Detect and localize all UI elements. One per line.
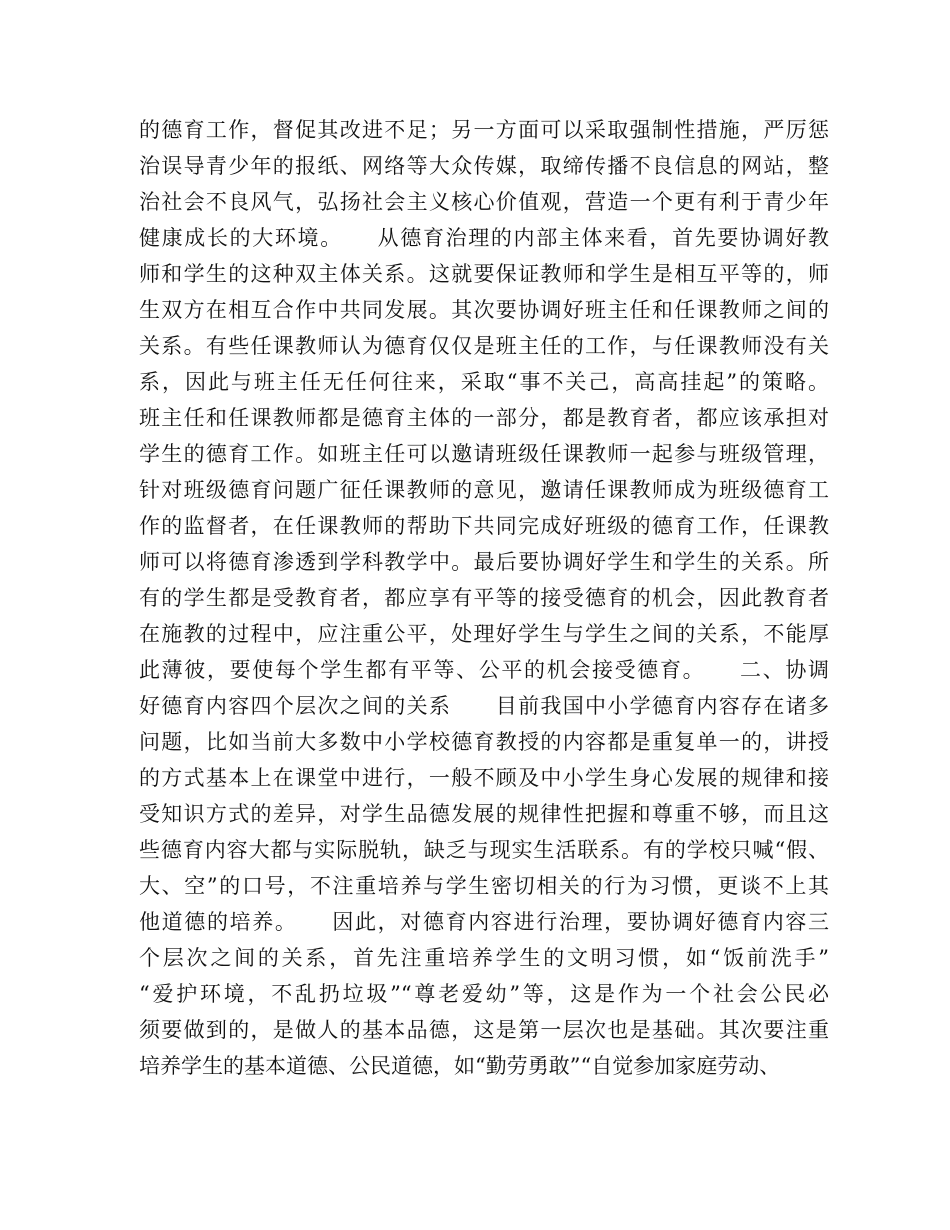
text-line: 个层次之间的关系，首先注重培养学生的文明习惯，如“饭前洗手” bbox=[139, 946, 829, 970]
text-line: 师可以将德育渗透到学科教学中。最后要协调好学生和学生的关系。所 bbox=[139, 550, 829, 574]
text-line: 系，因此与班主任无任何往来，采取“事不关己，高高挂起”的策略。 bbox=[139, 370, 829, 394]
text-line: 培养学生的基本道德、公民道德，如“勤劳勇敢”“自觉参加家庭劳动、 bbox=[139, 1054, 781, 1078]
text-line: “爱护环境，不乱扔垃圾”“尊老爱幼”等，这是作为一个社会公民必 bbox=[139, 982, 829, 1006]
text-line: 他道德的培养。 因此，对德育内容进行治理，要协调好德育内容三 bbox=[139, 910, 829, 934]
text-line: 的方式基本上在课堂中进行，一般不顾及中小学生身心发展的规律和接 bbox=[139, 766, 829, 790]
text-line: 关系。有些任课教师认为德育仅仅是班主任的工作，与任课教师没有关 bbox=[139, 334, 829, 358]
text-line: 师和学生的这种双主体关系。这就要保证教师和学生是相互平等的，师 bbox=[139, 262, 829, 286]
text-line: 健康成长的大环境。 从德育治理的内部主体来看，首先要协调好教 bbox=[139, 226, 829, 250]
text-line: 在施教的过程中，应注重公平，处理好学生与学生之间的关系，不能厚 bbox=[139, 622, 829, 646]
text-line: 班主任和任课教师都是德育主体的一部分，都是教育者，都应该承担对 bbox=[139, 406, 829, 430]
text-line: 治误导青少年的报纸、网络等大众传媒，取缔传播不良信息的网站，整 bbox=[139, 154, 829, 178]
text-line: 学生的德育工作。如班主任可以邀请班级任课教师一起参与班级管理， bbox=[139, 442, 829, 466]
text-line: 的德育工作，督促其改进不足；另一方面可以采取强制性措施，严厉惩 bbox=[139, 118, 829, 142]
text-line: 针对班级德育问题广征任课教师的意见，邀请任课教师成为班级德育工 bbox=[139, 478, 829, 502]
text-line: 作的监督者，在任课教师的帮助下共同完成好班级的德育工作，任课教 bbox=[139, 514, 829, 538]
body-text bbox=[139, 112, 829, 1084]
text-line: 好德育内容四个层次之间的关系 目前我国中小学德育内容存在诸多 bbox=[139, 694, 829, 718]
text-line: 有的学生都是受教育者，都应享有平等的接受德育的机会，因此教育者 bbox=[139, 586, 829, 610]
text-line: 须要做到的，是做人的基本品德，这是第一层次也是基础。其次要注重 bbox=[139, 1018, 829, 1042]
text-line: 生双方在相互合作中共同发展。其次要协调好班主任和任课教师之间的 bbox=[139, 298, 829, 322]
text-line: 治社会不良风气，弘扬社会主义核心价值观，营造一个更有利于青少年 bbox=[139, 190, 829, 214]
text-line: 受知识方式的差异，对学生品德发展的规律性把握和尊重不够，而且这 bbox=[139, 802, 829, 826]
text-line: 大、空”的口号，不注重培养与学生密切相关的行为习惯，更谈不上其 bbox=[139, 874, 829, 898]
text-line: 此薄彼，要使每个学生都有平等、公平的机会接受德育。 二、协调 bbox=[139, 658, 829, 682]
text-line: 问题，比如当前大多数中小学校德育教授的内容都是重复单一的，讲授 bbox=[139, 730, 829, 754]
text-line: 些德育内容大都与实际脱轨，缺乏与现实生活联系。有的学校只喊“假、 bbox=[139, 838, 829, 862]
